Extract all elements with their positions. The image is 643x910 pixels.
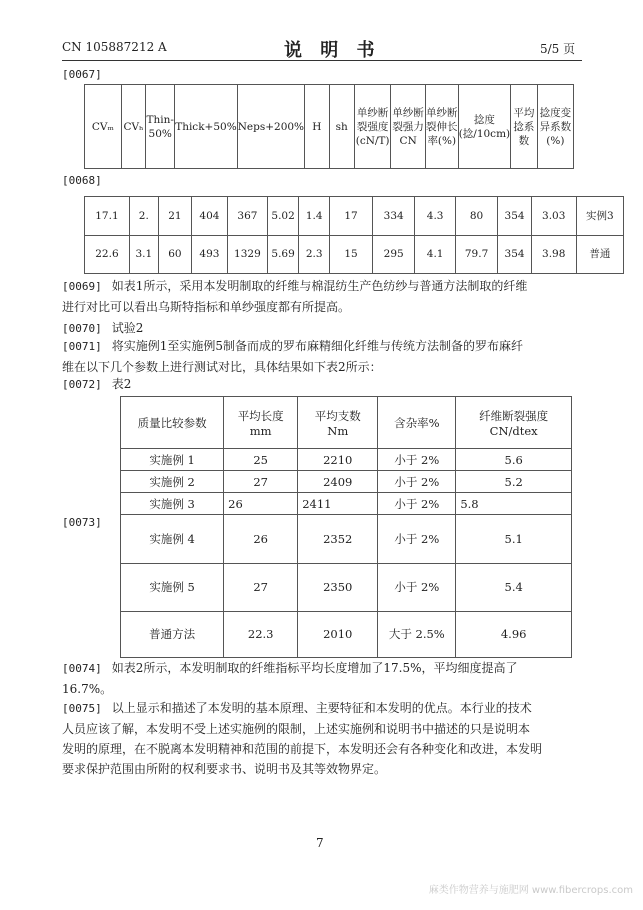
table-cell: 1329 <box>227 235 267 274</box>
table-cell: 3.98 <box>531 235 576 274</box>
table-cell: 3.1 <box>129 235 158 274</box>
header-rule <box>62 60 582 61</box>
table-cell: 小于 2% <box>378 493 456 515</box>
table-header-cell: 含杂率% <box>378 397 456 449</box>
para-text: 人员应该了解，本发明不受上述实施例的限制，上述实施例和说明书中描述的只是说明本 <box>62 722 531 736</box>
table-header-cell: 单纱断裂强度(cN/T) <box>354 85 391 169</box>
table-cell: 5.2 <box>456 471 572 493</box>
page-indicator: 5/5 页 <box>540 42 576 56</box>
table-header-cell: 单纱断裂强力CN <box>391 85 425 169</box>
para-text: 表2 <box>111 377 132 391</box>
table-row <box>121 611 572 657</box>
page-number: 7 <box>316 836 324 850</box>
table-header-cell: Thick+50% <box>175 85 238 169</box>
table-cell: 1.4 <box>299 197 330 236</box>
table-row <box>121 563 572 611</box>
table-cell: 实施例 4 <box>121 515 224 563</box>
para-num-0073: [0073] <box>62 516 102 529</box>
para-text: 试验2 <box>111 321 144 335</box>
table-cell: 5.69 <box>268 235 299 274</box>
table-row <box>85 85 574 169</box>
table-cell: 22.6 <box>85 235 130 274</box>
table-header-cell: 平均长度 mm <box>224 397 298 449</box>
table-row <box>121 449 572 471</box>
paragraph-0075 <box>62 698 582 779</box>
para-num-0071: [0071] <box>62 340 102 353</box>
table-cell: 22.3 <box>224 611 298 657</box>
table-cell: 实施例 2 <box>121 471 224 493</box>
table-row <box>121 397 572 449</box>
table-cell: 15 <box>330 235 373 274</box>
table-cell: 4.96 <box>456 611 572 657</box>
table-cell: 2210 <box>298 449 378 471</box>
table-1-header <box>84 84 574 169</box>
table-header-cell: H <box>305 85 330 169</box>
para-num-0068: [0068] <box>62 174 102 187</box>
table-cell: 5.4 <box>456 563 572 611</box>
table-cell: 25 <box>224 449 298 471</box>
paragraph-0074 <box>62 658 582 699</box>
table-cell: 5.1 <box>456 515 572 563</box>
table-cell: 3.03 <box>531 197 576 236</box>
table-1-data <box>84 196 624 274</box>
table-header-cell: Neps+200% <box>237 85 304 169</box>
table-cell: 2. <box>129 197 158 236</box>
table-header-cell: 捻度(捻/10cm) <box>458 85 510 169</box>
table-row <box>121 471 572 493</box>
table-cell: 小于 2% <box>378 563 456 611</box>
table-2 <box>120 396 572 658</box>
table-row <box>85 197 624 236</box>
table-cell: 4.3 <box>415 197 455 236</box>
table-cell: 大于 2.5% <box>378 611 456 657</box>
table-header-cell: CVₘ <box>85 85 122 169</box>
table-cell: 2352 <box>298 515 378 563</box>
table-header-cell: CVₕ <box>121 85 145 169</box>
para-num-0075: [0075] <box>62 702 102 715</box>
table-cell: 354 <box>498 197 531 236</box>
table-cell: 2350 <box>298 563 378 611</box>
table-cell: 334 <box>372 197 415 236</box>
table-row <box>85 235 624 274</box>
paragraph-0072 <box>62 374 582 395</box>
table-cell: 实施例 5 <box>121 563 224 611</box>
para-text: 16.7%。 <box>62 682 113 696</box>
page-title: 说 明 书 <box>284 40 381 61</box>
table-cell: 小于 2% <box>378 515 456 563</box>
table-cell: 17 <box>330 197 373 236</box>
para-text: 如表2所示，本发明制取的纤维指标平均长度增加了17.5%，平均细度提高了 <box>111 661 518 675</box>
table-header-cell: 平均支数 Nm <box>298 397 378 449</box>
table-row <box>121 515 572 563</box>
table-cell: 2411 <box>298 493 378 515</box>
table-cell: 79.7 <box>455 235 498 274</box>
table-header-cell: 单纱断裂伸长率(%) <box>425 85 458 169</box>
table-header-cell: Thin-50% <box>146 85 175 169</box>
table-cell: 普通方法 <box>121 611 224 657</box>
table-cell: 4.1 <box>415 235 455 274</box>
table-cell: 实例3 <box>576 197 623 236</box>
table-cell: 493 <box>192 235 228 274</box>
table-cell: 354 <box>498 235 531 274</box>
table-header-cell: 平均捻系数 <box>511 85 538 169</box>
table-header-cell: sh <box>329 85 354 169</box>
table-cell: 60 <box>158 235 191 274</box>
table-cell: 5.8 <box>456 493 572 515</box>
table-cell: 2409 <box>298 471 378 493</box>
para-text: 如表1所示，采用本发明制取的纤维与棉混纺生产色纺纱与普通方法制取的纤维 <box>111 279 528 293</box>
table-cell: 5.02 <box>268 197 299 236</box>
table-cell: 小于 2% <box>378 471 456 493</box>
table-cell: 295 <box>372 235 415 274</box>
table-cell: 367 <box>227 197 267 236</box>
table-cell: 404 <box>192 197 228 236</box>
para-text: 维在以下几个参数上进行测试对比，具体结果如下表2所示： <box>62 360 382 374</box>
para-text: 进行对比可以看出乌斯特指标和单纱强度都有所提高。 <box>62 300 351 314</box>
table-header-cell: 质量比较参数 <box>121 397 224 449</box>
paragraph-0069 <box>62 276 582 317</box>
table-cell: 26 <box>224 515 298 563</box>
table-header-cell: 纤维断裂强度 CN/dtex <box>456 397 572 449</box>
para-num-0070: [0070] <box>62 322 102 335</box>
table-cell: 27 <box>224 471 298 493</box>
table-cell: 27 <box>224 563 298 611</box>
table-cell: 2010 <box>298 611 378 657</box>
para-text: 以上显示和描述了本发明的基本原理、主要特征和本发明的优点。本行业的技术 <box>111 701 532 715</box>
para-num-0067: [0067] <box>62 68 102 81</box>
para-text: 发明的原理，在不脱离本发明精神和范围的前提下，本发明还会有各种变化和改进，本发明 <box>62 742 543 756</box>
table-cell: 80 <box>455 197 498 236</box>
table-cell: 21 <box>158 197 191 236</box>
paragraph-0071 <box>62 336 582 377</box>
table-cell: 17.1 <box>85 197 130 236</box>
para-text: 要求保护范围由所附的权利要求书、说明书及其等效物界定。 <box>62 762 387 776</box>
table-cell: 26 <box>224 493 298 515</box>
table-cell: 2.3 <box>299 235 330 274</box>
table-row <box>121 493 572 515</box>
table-cell: 实施例 3 <box>121 493 224 515</box>
para-num-0074: [0074] <box>62 662 102 675</box>
patent-number: CN 105887212 A <box>62 40 167 54</box>
table-cell: 实施例 1 <box>121 449 224 471</box>
para-num-0069: [0069] <box>62 280 102 293</box>
table-cell: 小于 2% <box>378 449 456 471</box>
watermark: 麻类作物营养与施肥网 www.fibercrops.com <box>428 885 633 896</box>
para-text: 将实施例1至实施例5制备而成的罗布麻精细化纤维与传统方法制备的罗布麻纤 <box>111 339 524 353</box>
para-num-0072: [0072] <box>62 378 102 391</box>
table-cell: 5.6 <box>456 449 572 471</box>
table-cell: 普通 <box>576 235 623 274</box>
table-header-cell: 捻度变异系数(%) <box>537 85 573 169</box>
